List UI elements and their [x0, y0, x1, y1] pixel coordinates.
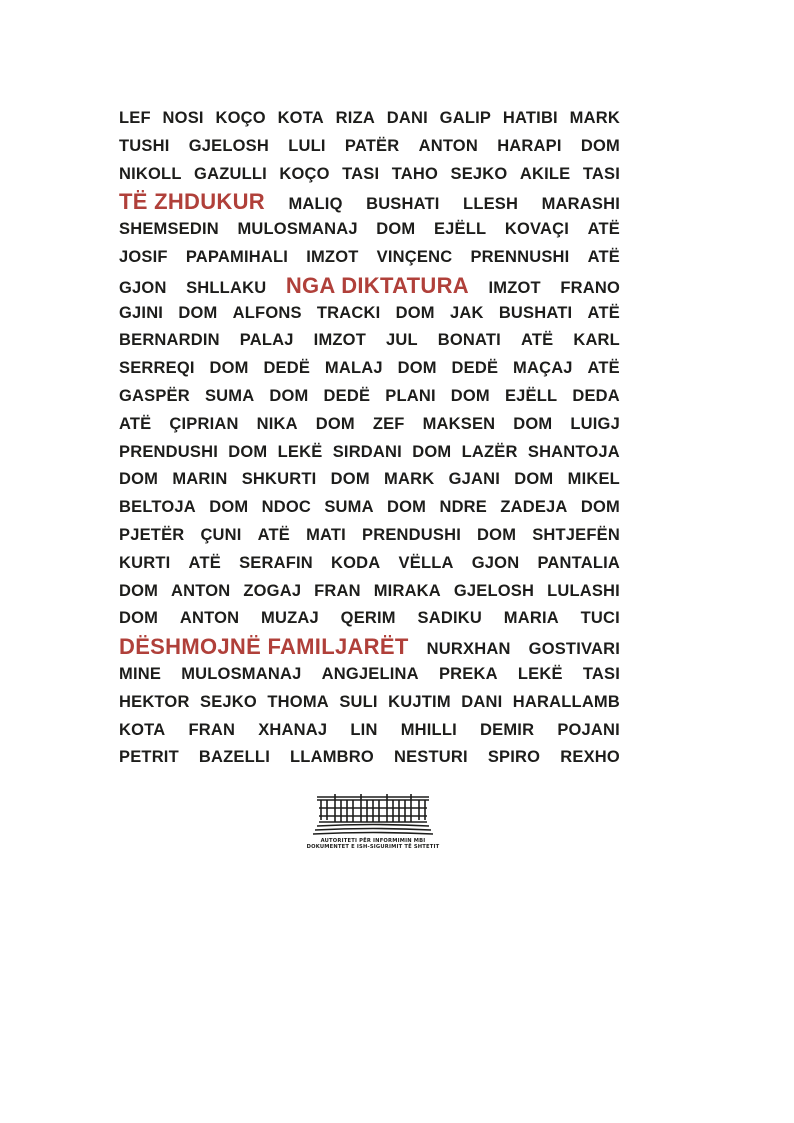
highlight-phrase: DËSHMOJNË FAMILJARËT — [119, 634, 409, 660]
name-word: FRAN — [314, 581, 361, 600]
name-word: SHKURTI — [241, 470, 317, 489]
text-line — [119, 355, 620, 383]
name-word: TUCI — [580, 609, 620, 628]
text-line — [119, 717, 620, 745]
name-word: POJANI — [557, 720, 620, 739]
name-word: DANI — [386, 109, 428, 127]
name-word: MIRAKA — [373, 581, 441, 600]
name-word: DEDË — [323, 386, 371, 405]
name-word: SULI — [339, 692, 378, 711]
name-word: LAZËR — [461, 442, 518, 461]
logo-caption-line-2: DOKUMENTET E ISH-SIGURIMIT TË SHTETIT — [306, 844, 440, 851]
name-word: RIZA — [335, 109, 375, 127]
name-word: DOM — [513, 414, 553, 433]
name-word: SUMA — [204, 386, 255, 405]
name-word: KURTI — [119, 553, 171, 572]
name-word: JAK — [449, 303, 484, 322]
name-word: GAZULLI — [194, 164, 267, 183]
name-word: IMZOT — [488, 278, 541, 297]
name-word: LULI — [288, 136, 326, 155]
name-word: DOM — [412, 442, 452, 461]
name-word: THOMA — [267, 692, 329, 711]
text-line — [119, 661, 620, 689]
name-word: MARIN — [172, 470, 228, 489]
name-word: NDOC — [261, 498, 312, 517]
name-word: LLAMBRO — [290, 748, 374, 767]
name-word: PATËR — [344, 136, 400, 155]
name-word: MARK — [384, 470, 435, 489]
name-word: BONATI — [437, 331, 501, 350]
name-word: SHTJEFËN — [532, 525, 620, 544]
text-line — [119, 188, 620, 216]
name-word: PRENDUSHI — [119, 442, 218, 461]
name-word: TUSHI — [119, 136, 170, 155]
name-word: DOM — [119, 470, 159, 489]
name-word: ATË — [587, 303, 620, 322]
name-word: GJELOSH — [188, 136, 269, 155]
name-word: MAKSEN — [422, 414, 496, 433]
name-word: MALIQ — [288, 195, 343, 214]
name-word: BELTOJA — [119, 498, 196, 517]
text-line — [119, 272, 620, 300]
name-word: SHEMSEDIN — [119, 220, 219, 239]
building-icon — [311, 792, 435, 838]
name-word: LIN — [350, 720, 378, 739]
name-word: DOM — [580, 498, 620, 517]
name-word: GJON — [119, 278, 167, 297]
name-word: DOM — [376, 220, 416, 239]
name-word: AKILE — [519, 164, 571, 183]
name-word: DOM — [514, 470, 554, 489]
name-word: ATË — [188, 553, 221, 572]
text-line — [119, 244, 620, 272]
name-word: ÇUNI — [200, 525, 242, 544]
name-word: DOM — [315, 414, 355, 433]
name-word: PALAJ — [239, 331, 294, 350]
name-word: REXHO — [560, 748, 620, 767]
name-word: DOM — [450, 386, 490, 405]
name-word: DOM — [477, 525, 517, 544]
name-word: BUSHATI — [498, 303, 573, 322]
name-word: DOM — [119, 581, 159, 600]
name-word: SIRDANI — [332, 442, 402, 461]
name-word: BUSHATI — [366, 195, 440, 214]
name-word: GJELOSH — [453, 581, 535, 600]
name-word: DOM — [330, 470, 370, 489]
name-word: SADIKU — [417, 609, 482, 628]
name-word: MARASHI — [541, 195, 620, 214]
highlight-phrase: NGA DIKTATURA — [285, 272, 469, 298]
name-word: MIKEL — [567, 470, 620, 489]
name-word: MINE — [119, 664, 162, 683]
name-word: ZEF — [372, 414, 405, 433]
name-word: PETRIT — [119, 748, 179, 767]
name-word: BERNARDIN — [119, 331, 220, 350]
text-line — [119, 605, 620, 633]
name-word: XHANAJ — [258, 720, 328, 739]
text-line — [119, 161, 620, 189]
name-word: NDRE — [439, 498, 488, 517]
name-word: ALFONS — [232, 303, 302, 322]
name-word: SHANTOJA — [527, 442, 620, 461]
name-word: ATË — [587, 359, 620, 378]
name-word: HARALLAMB — [512, 692, 620, 711]
name-word: KOÇO — [215, 109, 266, 127]
text-line — [119, 522, 620, 550]
name-word: LUIGJ — [570, 414, 620, 433]
name-word: DOM — [209, 498, 249, 517]
name-word: DOM — [119, 609, 159, 628]
text-line — [119, 411, 620, 439]
text-line — [119, 383, 620, 411]
name-word: MARIA — [503, 609, 559, 628]
name-word: MATI — [306, 525, 346, 544]
name-word: ATË — [520, 331, 554, 350]
name-word: NIKOLL — [119, 164, 182, 183]
name-word: TRACKI — [316, 303, 381, 322]
name-word: DANI — [461, 692, 503, 711]
name-word: DOM — [228, 442, 268, 461]
name-word: SUMA — [324, 498, 374, 517]
name-word: MALAJ — [324, 359, 383, 378]
name-word: MARK — [569, 109, 620, 127]
name-word: SHLLAKU — [186, 278, 267, 297]
name-word: LULASHI — [547, 581, 620, 600]
text-line — [119, 300, 620, 328]
name-word: NURXHAN — [426, 640, 511, 659]
name-word: LEKË — [277, 442, 323, 461]
name-word: VËLLA — [398, 553, 454, 572]
text-line — [119, 216, 620, 244]
name-word: TASI — [582, 164, 620, 183]
name-word: GOSTIVARI — [528, 640, 620, 659]
name-word: SERREQI — [119, 359, 195, 378]
name-word: ZOGAJ — [243, 581, 302, 600]
name-word: KODA — [331, 553, 381, 572]
name-word: DOM — [397, 359, 437, 378]
name-word: MHILLI — [400, 720, 457, 739]
name-word: GJANI — [448, 470, 501, 489]
name-word: TAHO — [391, 164, 439, 183]
name-word: NESTURI — [393, 748, 468, 767]
text-line — [119, 327, 620, 355]
name-word: ANTON — [418, 136, 478, 155]
text-line — [119, 494, 620, 522]
name-word: SEJKO — [200, 692, 257, 711]
name-word: PJETËR — [119, 525, 185, 544]
text-line — [119, 466, 620, 494]
name-word: DOM — [269, 386, 309, 405]
name-word: ANTON — [171, 581, 231, 600]
name-word: IMZOT — [313, 331, 366, 350]
name-word: GJINI — [119, 303, 164, 322]
name-word: GASPËR — [119, 386, 190, 405]
name-word: FRANO — [560, 278, 620, 297]
text-line — [119, 744, 620, 772]
name-word: ZADEJA — [500, 498, 568, 517]
name-word: SEJKO — [450, 164, 508, 183]
logo-caption-line-1: AUTORITETI PËR INFORMIMIN MBI — [320, 838, 426, 844]
name-word: DOM — [209, 359, 249, 378]
name-word: KOVAÇI — [504, 220, 570, 239]
text-line — [119, 689, 620, 717]
name-word: HARAPI — [497, 136, 562, 155]
name-word: PANTALIA — [537, 553, 620, 572]
name-word: KOÇO — [279, 164, 330, 183]
name-word: PRENDUSHI — [362, 525, 461, 544]
name-word: ANGJELINA — [321, 664, 419, 683]
name-word: DEDA — [572, 386, 620, 405]
name-word: PRENNUSHI — [470, 247, 570, 266]
name-word: GALIP — [439, 109, 492, 127]
name-word: MUZAJ — [261, 609, 319, 628]
name-word: PLANI — [385, 386, 436, 405]
name-word: FRAN — [188, 720, 236, 739]
name-word: ATË — [587, 247, 620, 266]
names-text-block — [119, 105, 620, 772]
name-word: VINÇENC — [376, 247, 453, 266]
name-word: MULOSMANAJ — [237, 220, 358, 239]
name-word: DOM — [580, 136, 620, 155]
name-word: NIKA — [256, 414, 298, 433]
name-word: BAZELLI — [198, 748, 270, 767]
name-word: SPIRO — [487, 748, 541, 767]
text-line — [119, 105, 620, 133]
text-line — [119, 133, 620, 161]
name-word: KARL — [573, 331, 620, 350]
name-word: MAÇAJ — [513, 359, 573, 378]
name-word: TASI — [342, 164, 380, 183]
name-word: SERAFIN — [239, 553, 313, 572]
name-word: DEDË — [451, 359, 499, 378]
name-word: LLESH — [463, 195, 519, 214]
name-word: ATË — [119, 414, 152, 433]
name-word: HEKTOR — [119, 692, 190, 711]
name-word: EJËLL — [433, 220, 487, 239]
name-word: HATIBI — [502, 109, 558, 127]
name-word: ÇIPRIAN — [169, 414, 239, 433]
name-word: KOTA — [277, 109, 324, 127]
name-word: ATË — [587, 220, 620, 239]
name-word: IMZOT — [306, 247, 359, 266]
text-line — [119, 439, 620, 467]
name-word: QERIM — [340, 609, 396, 628]
name-word: GJON — [471, 553, 520, 572]
name-word: TASI — [582, 664, 620, 683]
name-word: PAPAMIHALI — [185, 247, 289, 266]
name-word: MULOSMANAJ — [181, 664, 302, 683]
name-word: DEMIR — [480, 720, 535, 739]
name-word: EJËLL — [504, 386, 558, 405]
text-line — [119, 550, 620, 578]
text-line — [119, 578, 620, 606]
name-word: KOTA — [119, 720, 166, 739]
name-word: DOM — [387, 498, 427, 517]
name-word: DOM — [178, 303, 218, 322]
name-word: KUJTIM — [388, 692, 451, 711]
name-word: JUL — [385, 331, 418, 350]
name-word: JOSIF — [119, 247, 168, 266]
highlight-phrase: TË ZHDUKUR — [119, 189, 265, 215]
authority-logo — [305, 792, 441, 862]
name-word: PREKA — [438, 664, 498, 683]
name-word: DEDË — [263, 359, 311, 378]
name-word: NOSI — [162, 109, 204, 127]
name-word: LEKË — [517, 664, 563, 683]
text-line — [119, 633, 620, 661]
name-word: DOM — [395, 303, 435, 322]
name-word: ATË — [257, 525, 291, 544]
name-word: ANTON — [179, 609, 240, 628]
name-word: LEF — [119, 109, 151, 127]
